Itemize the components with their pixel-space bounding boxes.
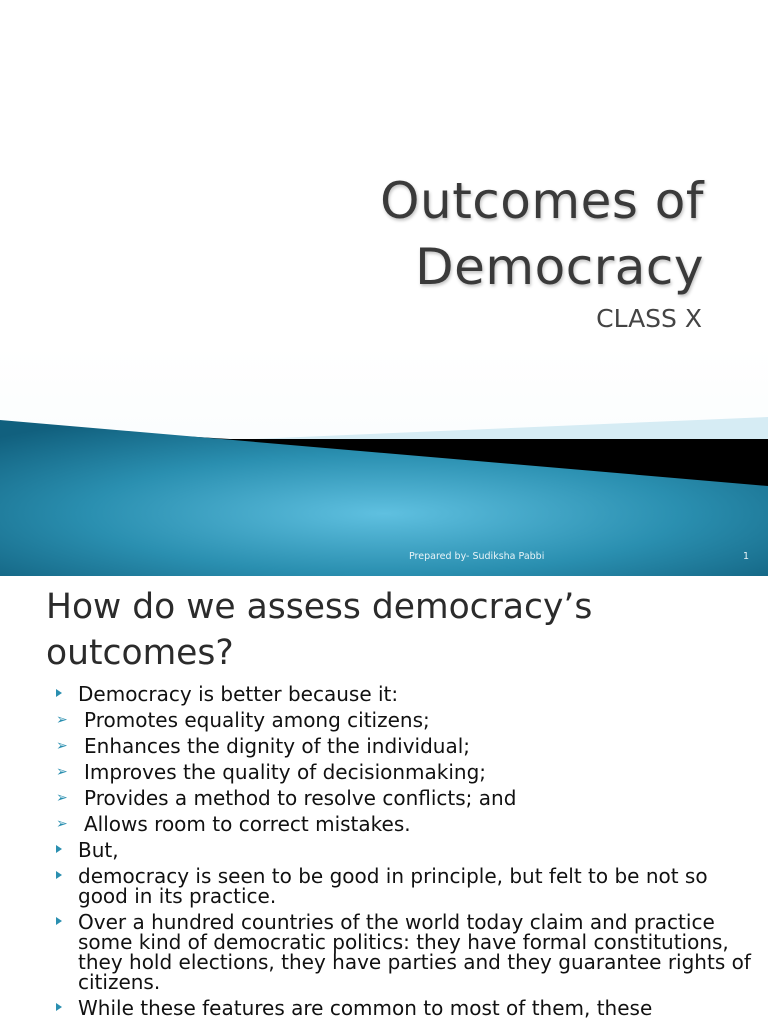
bullet-item: [56, 762, 761, 782]
bullet-text: While these features are common to most of them, these: [78, 996, 653, 1020]
bullet-text: Provides a method to resolve conflicts; and: [84, 786, 517, 810]
bullet-list: [56, 684, 761, 1024]
chevron-bullet-icon: ➢: [56, 712, 68, 728]
slide-title-line-1: Outcomes of: [380, 172, 704, 230]
chevron-bullet-icon: ➢: [56, 790, 68, 806]
triangle-bullet-icon: [56, 871, 62, 879]
content-slide: [0, 576, 768, 1024]
chevron-bullet-icon: ➢: [56, 738, 68, 754]
bullet-item: [56, 840, 761, 860]
bullet-item: [56, 998, 761, 1018]
bullet-item: [56, 736, 761, 756]
slide-heading-line-1: How do we assess democracy’s: [46, 587, 593, 627]
bullet-text: Democracy is better because it:: [78, 682, 399, 706]
bullet-item: [56, 912, 761, 992]
bullet-item: [56, 710, 761, 730]
chevron-bullet-icon: ➢: [56, 764, 68, 780]
slide-subtitle: CLASS X: [596, 304, 702, 333]
triangle-bullet-icon: [56, 845, 62, 853]
bullet-item: [56, 866, 761, 906]
page-number: 1: [743, 551, 750, 562]
bullet-text: But,: [78, 838, 119, 862]
triangle-bullet-icon: [56, 689, 62, 697]
slide-heading: [46, 584, 592, 676]
slide-footer: Prepared by- Sudiksha Pabbi: [409, 551, 545, 562]
triangle-bullet-icon: [56, 917, 62, 925]
bullet-item: [56, 684, 761, 704]
decorative-band: [0, 405, 768, 576]
slide-heading-line-2: outcomes?: [46, 633, 234, 673]
bullet-text: Promotes equality among citizens;: [84, 708, 430, 732]
chevron-bullet-icon: ➢: [56, 816, 68, 832]
bullet-text: Allows room to correct mistakes.: [84, 812, 411, 836]
bullet-item: [56, 814, 761, 834]
slide-title-line-2: Democracy: [415, 238, 704, 296]
bullet-text: democracy is seen to be good in principle, but felt to be not so good in its practice.: [78, 864, 708, 908]
slide-title: [380, 168, 704, 300]
bullet-text: Over a hundred countries of the world today claim and practice some kind of democratic politics: they have formal constitutions, they hold elections, they have parties and they guarantee rights of citizens.: [78, 910, 751, 994]
triangle-bullet-icon: [56, 1003, 62, 1011]
bullet-text: Improves the quality of decisionmaking;: [84, 760, 487, 784]
bullet-item: [56, 788, 761, 808]
bullet-text: Enhances the dignity of the individual;: [84, 734, 471, 758]
